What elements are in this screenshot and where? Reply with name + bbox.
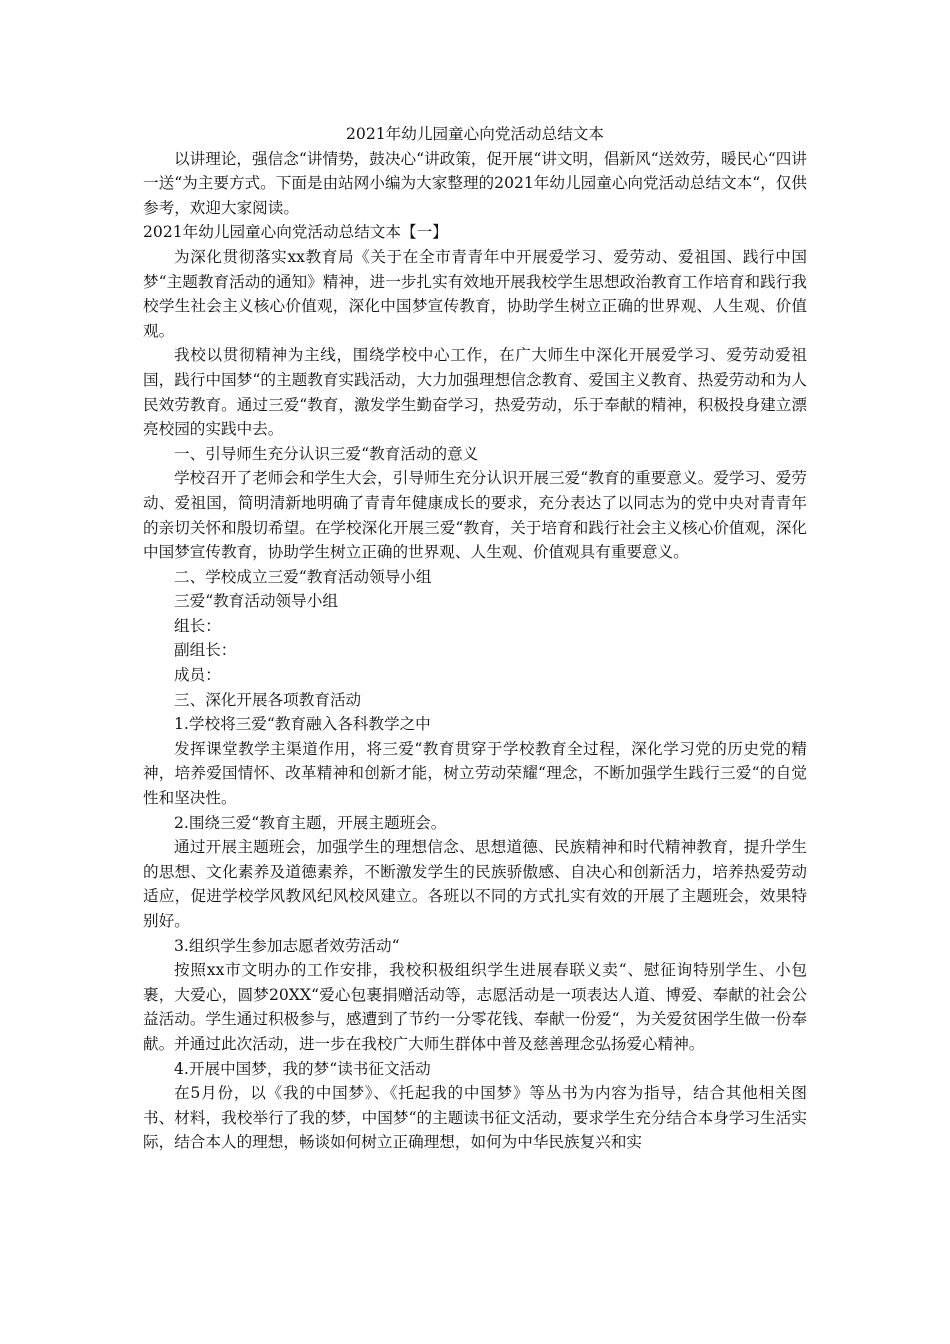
paragraph: 为深化贯彻落实xx教育局《关于在全市青青年中开展爱学习、爱劳动、爱祖国、践行中国梦“主题教育活动的通知》精神，进一步扎实有效地开展我校学生思想政治教育工作培育和践行我校学生社会主义核心价值观，深化中国梦宣传教育，协助学生树立正确的世界观、人生观、价值观。 [143, 247, 807, 340]
paragraph: 通过开展主题班会，加强学生的理想信念、思想道德、民族精神和时代精神教育，提升学生的思想、文化素养及道德素养，不断激发学生的民族骄傲感、自决心和创新活力，培养热爱劳动适应，促进学校学风教风纪风校风建立。各班以不同的方式扎实有效的开展了主题班会，效果特别好。 [143, 838, 807, 930]
subheading: 二、学校成立三爱“教育活动领导小组 [174, 567, 432, 586]
paragraph: 组长： [174, 616, 221, 635]
subheading: 三、深化开展各项教育活动 [174, 690, 362, 709]
subheading: 一、引导师生充分认识三爱“教育活动的意义 [174, 444, 479, 463]
paragraph: 学校召开了老师会和学生大会，引导师生充分认识开展三爱“教育的重要意义。爱学习、爱劳动、爱祖国，简明清新地明确了青青年健康成长的要求，充分表达了以同志为的党中央对青青年的亲切关怀和殷切希望。在学校深化开展三爱“教育，关于培育和践行社会主义核心价值观，深化中国梦宣传教育，协助学生树立正确的世界观、人生观、价值观具有重要意义。 [143, 469, 807, 562]
subheading: 3.组织学生参加志愿者效劳活动“ [174, 936, 400, 955]
paragraph: 我校以贯彻精神为主线，围绕学校中心工作，在广大师生中深化开展爱学习、爱劳动爱祖国，践行中国梦“的主题教育实践活动，大力加强理想信念教育、爱国主义教育、热爱劳动和为人民效劳教育。通过三爱“教育，激发学生勤奋学习，热爱劳动，乐于奉献的精神，积极投身建立漂亮校园的实践中去。 [143, 346, 807, 439]
paragraph: 发挥课堂教学主渠道作用，将三爱“教育贯穿于学校教育全过程，深化学习党的历史党的精神，培养爱国情怀、改革精神和创新才能，树立劳动荣耀“理念，不断加强学生践行三爱“的自觉性和坚决性。 [143, 739, 807, 808]
paragraph: 在5月份，以《我的中国梦》、《托起我的中国梦》等丛书为内容为指导，结合其他相关图书、材料，我校举行了我的梦，中国梦“的主题读书征文活动，要求学生充分结合本身学习生活实际，结合本人的理想，畅谈如何树立正确理想，如何为中华民族复兴和实 [143, 1084, 807, 1152]
intro-paragraph: 以讲理论，强信念“讲情势，鼓决心“讲政策，促开展“讲文明，倡新风“送效劳，暖民心“四讲一送“为主要方式。下面是由站网小编为大家整理的2021年幼儿园童心向党活动总结文本“，仅供参考，欢迎大家阅读。 [143, 149, 807, 217]
document-body [143, 122, 807, 1155]
paragraph: 副组长： [174, 641, 237, 660]
section-heading: 2021年幼儿园童心向党活动总结文本【一】 [143, 223, 448, 242]
subheading: 4.开展中国梦，我的梦“读书征文活动 [174, 1059, 431, 1078]
paragraph: 三爱“教育活动领导小组 [174, 592, 338, 611]
subheading: 1.学校将三爱“教育融入各科教学之中 [174, 715, 431, 734]
subheading: 2.围绕三爱“教育主题，开展主题班会。 [174, 813, 447, 832]
paragraph: 按照xx市文明办的工作安排，我校积极组织学生进展春联义卖“、慰征询特别学生、小包裹，大爱心，圆梦20XX“爱心包裹捐赠活动等，志愿活动是一项表达人道、博爱、奉献的社会公益活动。学生通过积极参与，感遭到了节约一分零花钱、奉献一份爱“，为关爱贫困学生做一份奉献。并通过此次活动，进一步在我校广大师生群体中普及慈善理念弘扬爱心精神。 [143, 961, 807, 1053]
document-title: 2021年幼儿园童心向党活动总结文本 [346, 125, 604, 143]
paragraph: 成员： [174, 666, 221, 685]
